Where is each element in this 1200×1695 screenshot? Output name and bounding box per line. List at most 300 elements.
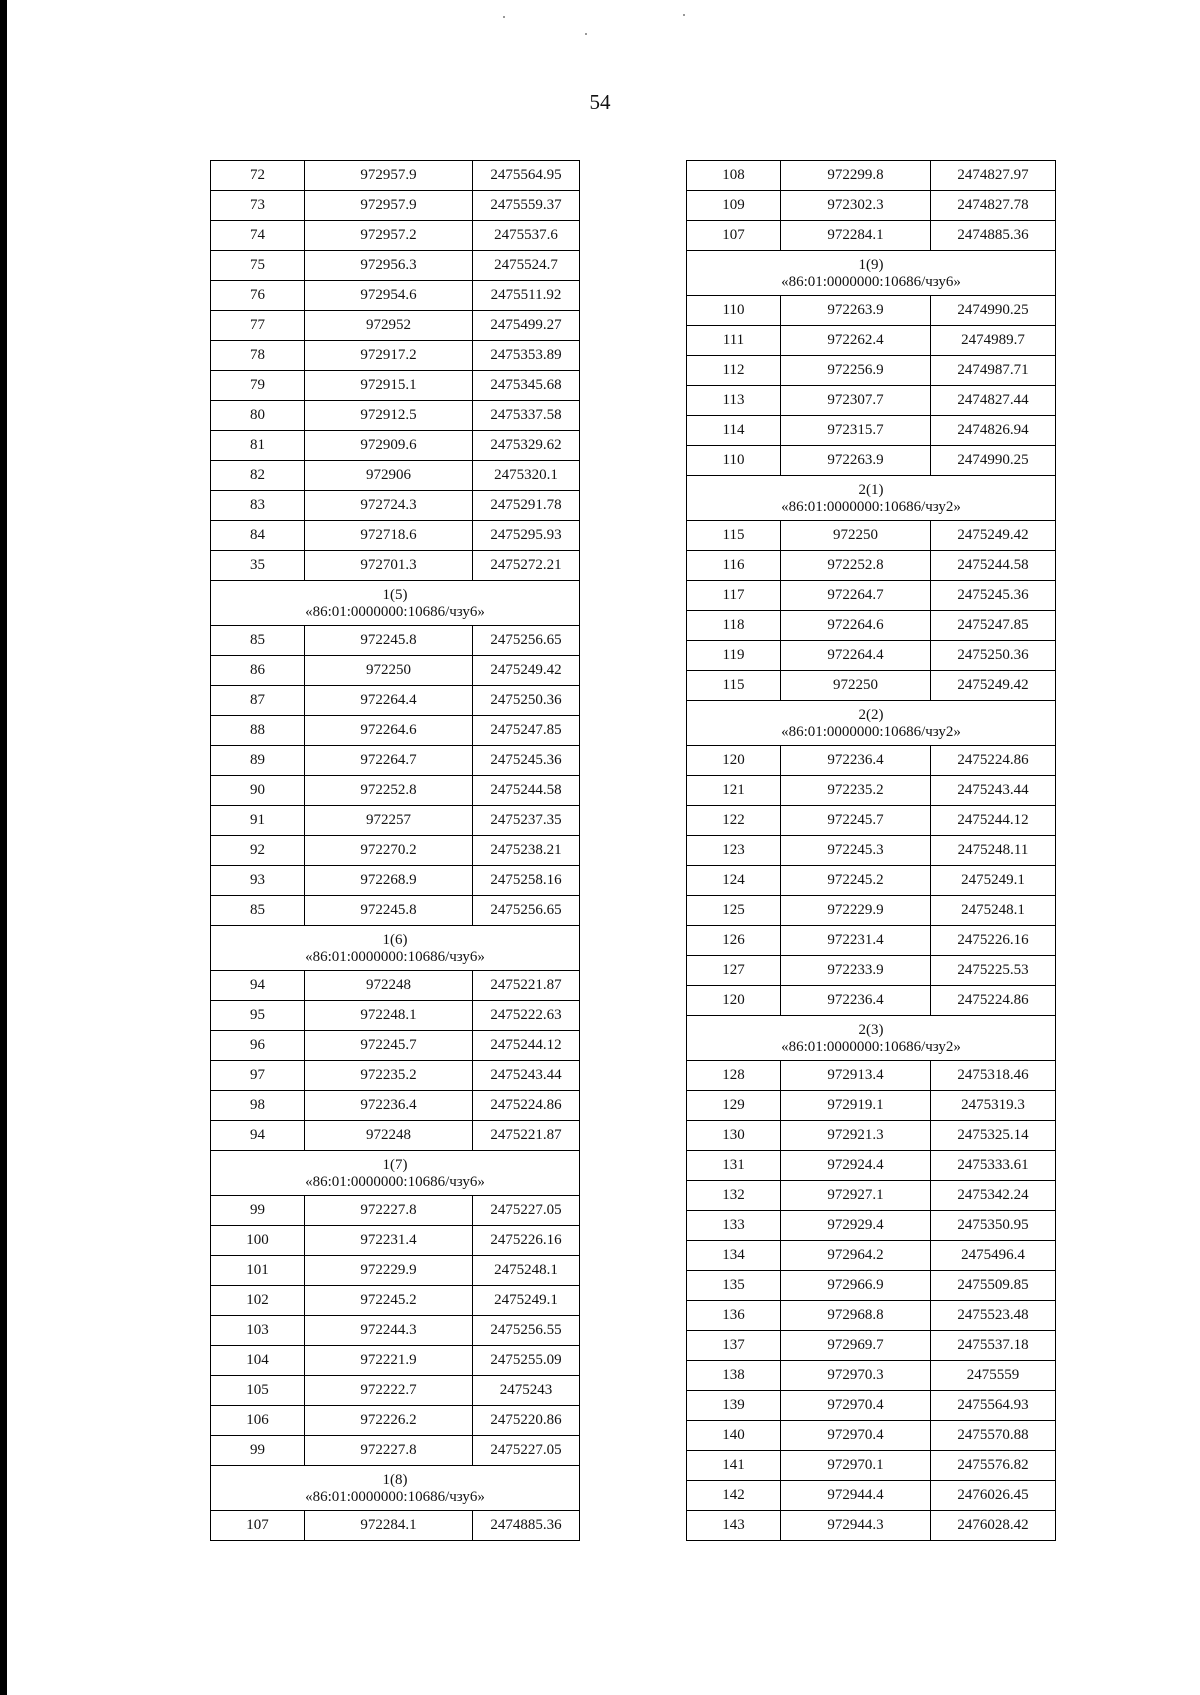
y-coordinate-cell: 2475249.1 [931,866,1056,896]
x-coordinate-cell: 972302.3 [781,191,931,221]
x-coordinate-cell: 972236.4 [781,986,931,1016]
section-cadastral-code: «86:01:0000000:10686/чзу6» [305,949,485,965]
table-row [687,1301,1056,1331]
point-number-cell: 97 [211,1061,305,1091]
y-coordinate-cell: 2475345.68 [473,371,580,401]
y-coordinate-cell: 2475523.48 [931,1301,1056,1331]
point-number-cell: 137 [687,1331,781,1361]
point-number-cell: 136 [687,1301,781,1331]
table-row [687,1511,1056,1541]
x-coordinate-cell: 972284.1 [781,221,931,251]
y-coordinate-cell: 2475256.65 [473,896,580,926]
y-coordinate-cell: 2475243 [473,1376,580,1406]
point-number-cell: 109 [687,191,781,221]
x-coordinate-cell: 972248 [305,1121,473,1151]
y-coordinate-cell: 2475353.89 [473,341,580,371]
x-coordinate-cell: 972270.2 [305,836,473,866]
section-header [687,701,1056,746]
y-coordinate-cell: 2475247.85 [931,611,1056,641]
x-coordinate-cell: 972970.4 [781,1421,931,1451]
y-coordinate-cell: 2474827.44 [931,386,1056,416]
table-row [211,896,580,926]
x-coordinate-cell: 972229.9 [305,1256,473,1286]
y-coordinate-cell: 2474885.36 [473,1511,580,1541]
table-row [211,1226,580,1256]
coordinates-table-left [210,160,580,1541]
x-coordinate-cell: 972718.6 [305,521,473,551]
table-row [211,1031,580,1061]
y-coordinate-cell: 2474885.36 [931,221,1056,251]
y-coordinate-cell: 2475511.92 [473,281,580,311]
table-row [687,746,1056,776]
x-coordinate-cell: 972284.1 [305,1511,473,1541]
x-coordinate-cell: 972315.7 [781,416,931,446]
x-coordinate-cell: 972944.3 [781,1511,931,1541]
point-number-cell: 102 [211,1286,305,1316]
y-coordinate-cell: 2475221.87 [473,971,580,1001]
y-coordinate-cell: 2475319.3 [931,1091,1056,1121]
x-coordinate-cell: 972221.9 [305,1346,473,1376]
table-row [211,371,580,401]
section-header [211,926,580,971]
x-coordinate-cell: 972964.2 [781,1241,931,1271]
table-row [211,746,580,776]
page-number: 54 [589,90,611,114]
section-cadastral-code: «86:01:0000000:10686/чзу2» [781,724,961,740]
point-number-cell: 110 [687,446,781,476]
point-number-cell: 83 [211,491,305,521]
point-number-cell: 124 [687,866,781,896]
point-number-cell: 115 [687,521,781,551]
table-row [687,386,1056,416]
table-row [687,1421,1056,1451]
y-coordinate-cell: 2475245.36 [473,746,580,776]
point-number-cell: 133 [687,1211,781,1241]
table-row [687,1241,1056,1271]
table-row [687,1451,1056,1481]
x-coordinate-cell: 972227.8 [305,1436,473,1466]
table-row [687,776,1056,806]
y-coordinate-cell: 2475245.36 [931,581,1056,611]
y-coordinate-cell: 2475238.21 [473,836,580,866]
y-coordinate-cell: 2475329.62 [473,431,580,461]
scan-speck [585,33,587,35]
y-coordinate-cell: 2475249.42 [473,656,580,686]
x-coordinate-cell: 972262.4 [781,326,931,356]
table-row [211,656,580,686]
x-coordinate-cell: 972226.2 [305,1406,473,1436]
x-coordinate-cell: 972957.2 [305,221,473,251]
x-coordinate-cell: 972915.1 [305,371,473,401]
y-coordinate-cell: 2475537.18 [931,1331,1056,1361]
section-number: 1(8) [382,1472,408,1488]
table-row [687,1271,1056,1301]
table-row [211,686,580,716]
section-number: 1(6) [382,932,408,948]
point-number-cell: 117 [687,581,781,611]
x-coordinate-cell: 972244.3 [305,1316,473,1346]
point-number-cell: 114 [687,416,781,446]
table-row [211,341,580,371]
y-coordinate-cell: 2475272.21 [473,551,580,581]
y-coordinate-cell: 2475237.35 [473,806,580,836]
table-row [687,926,1056,956]
table-row [211,161,580,191]
table-row [211,1346,580,1376]
point-number-cell: 120 [687,986,781,1016]
point-number-cell: 72 [211,161,305,191]
y-coordinate-cell: 2475295.93 [473,521,580,551]
x-coordinate-cell: 972233.9 [781,956,931,986]
scan-edge-bar [0,0,7,1695]
y-coordinate-cell: 2475250.36 [473,686,580,716]
table-row [211,1376,580,1406]
y-coordinate-cell: 2475222.63 [473,1001,580,1031]
y-coordinate-cell: 2475559 [931,1361,1056,1391]
y-coordinate-cell: 2475318.46 [931,1061,1056,1091]
point-number-cell: 85 [211,626,305,656]
table-row [687,1061,1056,1091]
x-coordinate-cell: 972956.3 [305,251,473,281]
table-row [211,281,580,311]
point-number-cell: 94 [211,1121,305,1151]
table-row [687,1331,1056,1361]
section-cadastral-code: «86:01:0000000:10686/чзу6» [305,1174,485,1190]
y-coordinate-cell: 2475225.53 [931,956,1056,986]
point-number-cell: 113 [687,386,781,416]
x-coordinate-cell: 972245.2 [305,1286,473,1316]
point-number-cell: 87 [211,686,305,716]
x-coordinate-cell: 972264.7 [305,746,473,776]
point-number-cell: 91 [211,806,305,836]
point-number-cell: 80 [211,401,305,431]
section-header-row [211,926,580,971]
section-header-row [687,701,1056,746]
y-coordinate-cell: 2475224.86 [931,746,1056,776]
y-coordinate-cell: 2475509.85 [931,1271,1056,1301]
point-number-cell: 106 [211,1406,305,1436]
x-coordinate-cell: 972264.4 [781,641,931,671]
y-coordinate-cell: 2475256.55 [473,1316,580,1346]
table-row [687,1151,1056,1181]
table-row [687,221,1056,251]
x-coordinate-cell: 972957.9 [305,161,473,191]
point-number-cell: 112 [687,356,781,386]
x-coordinate-cell: 972264.7 [781,581,931,611]
table-row [687,956,1056,986]
x-coordinate-cell: 972222.7 [305,1376,473,1406]
y-coordinate-cell: 2475248.1 [931,896,1056,926]
point-number-cell: 119 [687,641,781,671]
point-number-cell: 107 [687,221,781,251]
point-number-cell: 141 [687,1451,781,1481]
table-row [687,641,1056,671]
x-coordinate-cell: 972236.4 [781,746,931,776]
table-row [687,521,1056,551]
x-coordinate-cell: 972921.3 [781,1121,931,1151]
point-number-cell: 103 [211,1316,305,1346]
section-cadastral-code: «86:01:0000000:10686/чзу2» [781,1039,961,1055]
point-number-cell: 82 [211,461,305,491]
section-cadastral-code: «86:01:0000000:10686/чзу6» [305,1489,485,1505]
point-number-cell: 128 [687,1061,781,1091]
y-coordinate-cell: 2475537.6 [473,221,580,251]
table-row [211,251,580,281]
point-number-cell: 73 [211,191,305,221]
section-number: 1(7) [382,1157,408,1173]
section-cadastral-code: «86:01:0000000:10686/чзу6» [305,604,485,620]
point-number-cell: 116 [687,551,781,581]
point-number-cell: 77 [211,311,305,341]
scan-speck [503,16,505,18]
point-number-cell: 131 [687,1151,781,1181]
x-coordinate-cell: 972264.4 [305,686,473,716]
x-coordinate-cell: 972929.4 [781,1211,931,1241]
table-row [211,1001,580,1031]
section-header-row [687,1016,1056,1061]
point-number-cell: 74 [211,221,305,251]
section-header-row [687,476,1056,521]
point-number-cell: 89 [211,746,305,776]
y-coordinate-cell: 2475350.95 [931,1211,1056,1241]
y-coordinate-cell: 2475325.14 [931,1121,1056,1151]
y-coordinate-cell: 2475249.42 [931,671,1056,701]
point-number-cell: 125 [687,896,781,926]
x-coordinate-cell: 972701.3 [305,551,473,581]
table-row [211,1061,580,1091]
y-coordinate-cell: 2475244.58 [473,776,580,806]
section-number: 2(2) [858,707,884,723]
scan-speck [683,14,685,16]
x-coordinate-cell: 972252.8 [781,551,931,581]
y-coordinate-cell: 2475244.12 [931,806,1056,836]
y-coordinate-cell: 2475227.05 [473,1436,580,1466]
table-row [211,521,580,551]
y-coordinate-cell: 2474990.25 [931,296,1056,326]
y-coordinate-cell: 2475564.95 [473,161,580,191]
x-coordinate-cell: 972957.9 [305,191,473,221]
table-row [687,986,1056,1016]
table-row [687,611,1056,641]
x-coordinate-cell: 972236.4 [305,1091,473,1121]
y-coordinate-cell: 2475333.61 [931,1151,1056,1181]
point-number-cell: 123 [687,836,781,866]
section-number: 2(1) [858,482,884,498]
table-row [211,1256,580,1286]
section-header [687,1016,1056,1061]
table-row [687,1121,1056,1151]
y-coordinate-cell: 2475337.58 [473,401,580,431]
table-row [211,311,580,341]
table-row [687,1361,1056,1391]
point-number-cell: 99 [211,1196,305,1226]
y-coordinate-cell: 2475524.7 [473,251,580,281]
point-number-cell: 78 [211,341,305,371]
x-coordinate-cell: 972248.1 [305,1001,473,1031]
x-coordinate-cell: 972970.1 [781,1451,931,1481]
point-number-cell: 86 [211,656,305,686]
y-coordinate-cell: 2475226.16 [931,926,1056,956]
point-number-cell: 138 [687,1361,781,1391]
x-coordinate-cell: 972256.9 [781,356,931,386]
x-coordinate-cell: 972966.9 [781,1271,931,1301]
x-coordinate-cell: 972969.7 [781,1331,931,1361]
table-row [687,836,1056,866]
x-coordinate-cell: 972913.4 [781,1061,931,1091]
point-number-cell: 98 [211,1091,305,1121]
point-number-cell: 84 [211,521,305,551]
y-coordinate-cell: 2475220.86 [473,1406,580,1436]
table-row [211,971,580,1001]
point-number-cell: 76 [211,281,305,311]
x-coordinate-cell: 972252.8 [305,776,473,806]
table-row [687,416,1056,446]
y-coordinate-cell: 2475243.44 [931,776,1056,806]
y-coordinate-cell: 2476028.42 [931,1511,1056,1541]
x-coordinate-cell: 972299.8 [781,161,931,191]
y-coordinate-cell: 2475291.78 [473,491,580,521]
table-row [687,1211,1056,1241]
point-number-cell: 135 [687,1271,781,1301]
table-row [687,671,1056,701]
table-row [687,191,1056,221]
point-number-cell: 90 [211,776,305,806]
y-coordinate-cell: 2475227.05 [473,1196,580,1226]
table-row [211,776,580,806]
y-coordinate-cell: 2475320.1 [473,461,580,491]
table-row [211,1436,580,1466]
y-coordinate-cell: 2475224.86 [473,1091,580,1121]
point-number-cell: 105 [211,1376,305,1406]
y-coordinate-cell: 2475342.24 [931,1181,1056,1211]
y-coordinate-cell: 2475248.1 [473,1256,580,1286]
y-coordinate-cell: 2475247.85 [473,716,580,746]
section-header [211,581,580,626]
y-coordinate-cell: 2475496.4 [931,1241,1056,1271]
x-coordinate-cell: 972231.4 [781,926,931,956]
section-header-row [211,581,580,626]
x-coordinate-cell: 972924.4 [781,1151,931,1181]
y-coordinate-cell: 2474827.97 [931,161,1056,191]
table-row [211,1316,580,1346]
section-cadastral-code: «86:01:0000000:10686/чзу2» [781,499,961,515]
x-coordinate-cell: 972912.5 [305,401,473,431]
x-coordinate-cell: 972268.9 [305,866,473,896]
table-row [687,161,1056,191]
x-coordinate-cell: 972250 [781,671,931,701]
point-number-cell: 132 [687,1181,781,1211]
x-coordinate-cell: 972264.6 [305,716,473,746]
point-number-cell: 115 [687,671,781,701]
x-coordinate-cell: 972917.2 [305,341,473,371]
coordinates-table-left-body [211,161,580,1541]
x-coordinate-cell: 972245.7 [781,806,931,836]
x-coordinate-cell: 972235.2 [781,776,931,806]
point-number-cell: 142 [687,1481,781,1511]
x-coordinate-cell: 972307.7 [781,386,931,416]
y-coordinate-cell: 2475244.58 [931,551,1056,581]
table-row [211,461,580,491]
x-coordinate-cell: 972263.9 [781,296,931,326]
x-coordinate-cell: 972906 [305,461,473,491]
table-row [687,326,1056,356]
point-number-cell: 79 [211,371,305,401]
table-row [687,446,1056,476]
x-coordinate-cell: 972724.3 [305,491,473,521]
y-coordinate-cell: 2475248.11 [931,836,1056,866]
y-coordinate-cell: 2475243.44 [473,1061,580,1091]
point-number-cell: 96 [211,1031,305,1061]
point-number-cell: 126 [687,926,781,956]
x-coordinate-cell: 972229.9 [781,896,931,926]
y-coordinate-cell: 2475255.09 [473,1346,580,1376]
point-number-cell: 81 [211,431,305,461]
point-number-cell: 130 [687,1121,781,1151]
y-coordinate-cell: 2474989.7 [931,326,1056,356]
y-coordinate-cell: 2474990.25 [931,446,1056,476]
table-row [211,401,580,431]
x-coordinate-cell: 972245.8 [305,896,473,926]
section-header [211,1466,580,1511]
point-number-cell: 93 [211,866,305,896]
x-coordinate-cell: 972227.8 [305,1196,473,1226]
y-coordinate-cell: 2475224.86 [931,986,1056,1016]
table-row [211,1511,580,1541]
point-number-cell: 140 [687,1421,781,1451]
y-coordinate-cell: 2474987.71 [931,356,1056,386]
table-row [211,221,580,251]
y-coordinate-cell: 2475499.27 [473,311,580,341]
table-row [687,581,1056,611]
point-number-cell: 99 [211,1436,305,1466]
point-number-cell: 108 [687,161,781,191]
x-coordinate-cell: 972909.6 [305,431,473,461]
x-coordinate-cell: 972952 [305,311,473,341]
table-row [211,716,580,746]
table-row [211,866,580,896]
point-number-cell: 88 [211,716,305,746]
x-coordinate-cell: 972245.7 [305,1031,473,1061]
table-row [687,1391,1056,1421]
y-coordinate-cell: 2475559.37 [473,191,580,221]
table-row [687,896,1056,926]
table-row [687,866,1056,896]
x-coordinate-cell: 972250 [781,521,931,551]
y-coordinate-cell: 2474827.78 [931,191,1056,221]
x-coordinate-cell: 972954.6 [305,281,473,311]
point-number-cell: 127 [687,956,781,986]
x-coordinate-cell: 972245.3 [781,836,931,866]
point-number-cell: 101 [211,1256,305,1286]
point-number-cell: 75 [211,251,305,281]
y-coordinate-cell: 2475256.65 [473,626,580,656]
y-coordinate-cell: 2474826.94 [931,416,1056,446]
x-coordinate-cell: 972231.4 [305,1226,473,1256]
section-header [211,1151,580,1196]
coordinates-table-right [686,160,1056,1541]
y-coordinate-cell: 2475226.16 [473,1226,580,1256]
x-coordinate-cell: 972245.2 [781,866,931,896]
section-number: 1(5) [382,587,408,603]
y-coordinate-cell: 2475221.87 [473,1121,580,1151]
x-coordinate-cell: 972968.8 [781,1301,931,1331]
x-coordinate-cell: 972235.2 [305,1061,473,1091]
x-coordinate-cell: 972264.6 [781,611,931,641]
point-number-cell: 94 [211,971,305,1001]
section-number: 1(9) [858,257,884,273]
x-coordinate-cell: 972919.1 [781,1091,931,1121]
table-row [211,1196,580,1226]
